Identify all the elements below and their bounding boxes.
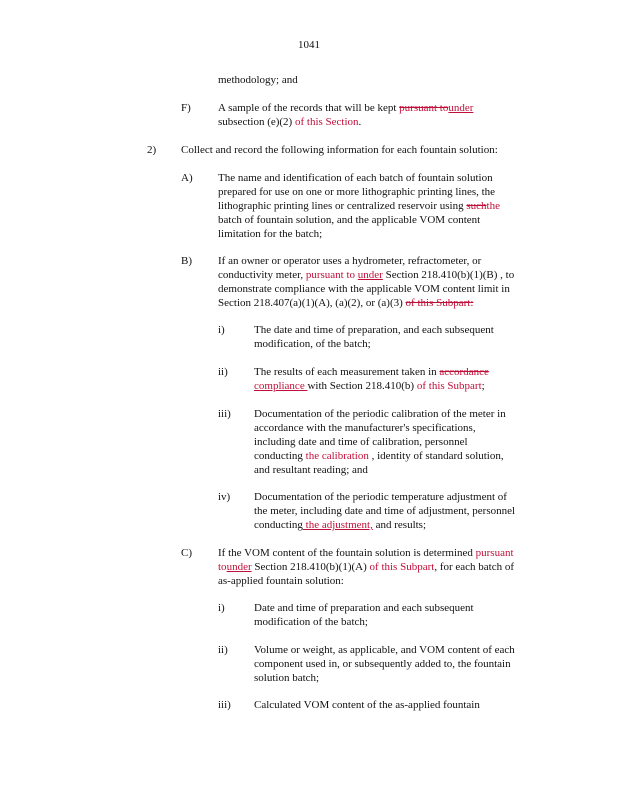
item-c-i-text: Date and time of preparation and each subsequent modification of the batch; bbox=[254, 602, 474, 628]
item-c-text: If the VOM content of the fountain solution is determined pursuant tounder Section 218.410(b)(1)(A) of this Subpart, for each batch of as-applied fountain solution: bbox=[218, 547, 515, 587]
item-b-label: B) bbox=[181, 255, 192, 267]
item-b-ii-label: ii) bbox=[218, 366, 228, 378]
item-c-iii-label: iii) bbox=[218, 699, 231, 711]
item-f-label: F) bbox=[181, 102, 191, 114]
item-b-iii-text: Documentation of the periodic calibration of the meter in accordance with the manufacturer's specifications, including date and time of calibration, personnel conducting the calibration , identity of standard solution, and resultant reading; and bbox=[254, 408, 506, 476]
deleted-text: of this Subpart bbox=[405, 297, 471, 309]
item-a-text: The name and identification of each batch of fountain solution prepared for use on one or more lithographic printing lines, the lithographic printing lines or centralized reservoir using suchthe batch of fountain solution, and the applicable VOM content limitation for the batch; bbox=[218, 172, 500, 240]
deleted-text: pursuant to bbox=[399, 102, 449, 114]
item-c-ii-label: ii) bbox=[218, 644, 228, 656]
item-c-i-label: i) bbox=[218, 602, 225, 614]
item-c-ii-text: Volume or weight, as applicable, and VOM content of each component used in, or subsequently added to, the fountain solution batch; bbox=[254, 644, 515, 684]
page-number: 1041 bbox=[298, 39, 320, 51]
inserted-text: of this Section bbox=[294, 116, 359, 128]
inserted-text: pursuant bbox=[475, 547, 514, 559]
item-b-i-text: The date and time of preparation, and each subsequent modification, of the batch; bbox=[254, 324, 494, 350]
item-b-iii-label: iii) bbox=[218, 408, 231, 420]
item-2-label: 2) bbox=[147, 144, 157, 156]
item-b-ii-text: The results of each measurement taken in accordance compliance with Section 218.410(b) of this Subpart; bbox=[254, 366, 489, 392]
item-f-text: A sample of the records that will be kept pursuant tounder subsection (e)(2) of this Section. bbox=[218, 102, 474, 128]
inserted-text: compliance bbox=[254, 380, 308, 392]
inserted-text: under bbox=[357, 269, 383, 281]
inserted-text: the bbox=[486, 200, 500, 212]
item-b-iv-label: iv) bbox=[218, 491, 231, 503]
inserted-text: to bbox=[218, 561, 227, 573]
deleted-text: such bbox=[466, 200, 487, 212]
inserted-text: of this Subpart bbox=[369, 561, 435, 573]
item-c-label: C) bbox=[181, 547, 192, 559]
deleted-text: accordance bbox=[439, 366, 489, 378]
inserted-text: the calibration bbox=[305, 450, 369, 462]
inserted-text: of this Subpart bbox=[416, 380, 482, 392]
item-e-tail: methodology; and bbox=[218, 74, 298, 86]
inserted-text: under bbox=[448, 102, 474, 114]
item-b-i-label: i) bbox=[218, 324, 225, 336]
item-a-label: A) bbox=[181, 172, 193, 184]
inserted-text: pursuant to bbox=[305, 269, 358, 281]
item-b-iv-text: Documentation of the periodic temperature adjustment of the meter, including date and time of adjustment, personnel conducting the adjustment, and results; bbox=[254, 491, 516, 531]
item-2-text: Collect and record the following information for each fountain solution: bbox=[181, 144, 498, 156]
item-c-iii-text: Calculated VOM content of the as-applied fountain bbox=[254, 699, 480, 711]
inserted-text: the adjustment, bbox=[302, 519, 373, 531]
item-b-text: If an owner or operator uses a hydrometer, refractometer, or conductivity meter, pursuant to under Section 218.410(b)(1)(B) , to demonstrate compliance with the applicable VOM content limit in Section 218.407(a)(1)(A), (a)(2), or (a)(3) of this Subpart: bbox=[218, 255, 515, 309]
inserted-text: under bbox=[226, 561, 252, 573]
